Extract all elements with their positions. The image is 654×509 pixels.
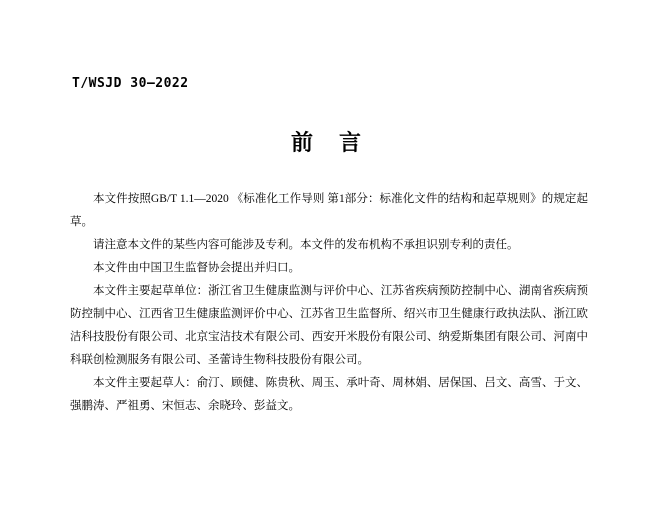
foreword-body (70, 188, 588, 418)
paragraph-patent-notice: 请注意本文件的某些内容可能涉及专利。本文件的发布机构不承担识别专利的责任。 (93, 239, 519, 251)
paragraph-drafters: 本文件主要起草人：俞汀、顾健、陈贵秋、周玉、承叶奇、周林娟、居保国、吕文、高雪、于文、强鹏涛、严祖勇、宋恒志、余晓玲、彭益文。 (70, 377, 588, 412)
paragraph-drafting-units: 本文件主要起草单位：浙江省卫生健康监测与评价中心、江苏省疾病预防控制中心、湖南省疾病预防控制中心、江西省卫生健康监测评价中心、江苏省卫生监督所、绍兴市卫生健康行政执法队、浙江欧洁科技股份有限公司、北京宝洁技术有限公司、西安开米股份有限公司、纳爱斯集团有限公司、河南中科联创检测服务有限公司、圣蕾诗生物科技股份有限公司。 (70, 285, 588, 366)
paragraph-issuing-body: 本文件由中国卫生监督协会提出并归口。 (93, 262, 300, 274)
standard-number: T/WSJD 30—2022 (72, 76, 189, 91)
foreword-title: 前 言 (290, 130, 363, 155)
paragraph-drafting-rules: 本文件按照GB/T 1.1—2020 《标准化工作导则 第1部分：标准化文件的结构和起草规则》的规定起草。 (70, 193, 588, 228)
